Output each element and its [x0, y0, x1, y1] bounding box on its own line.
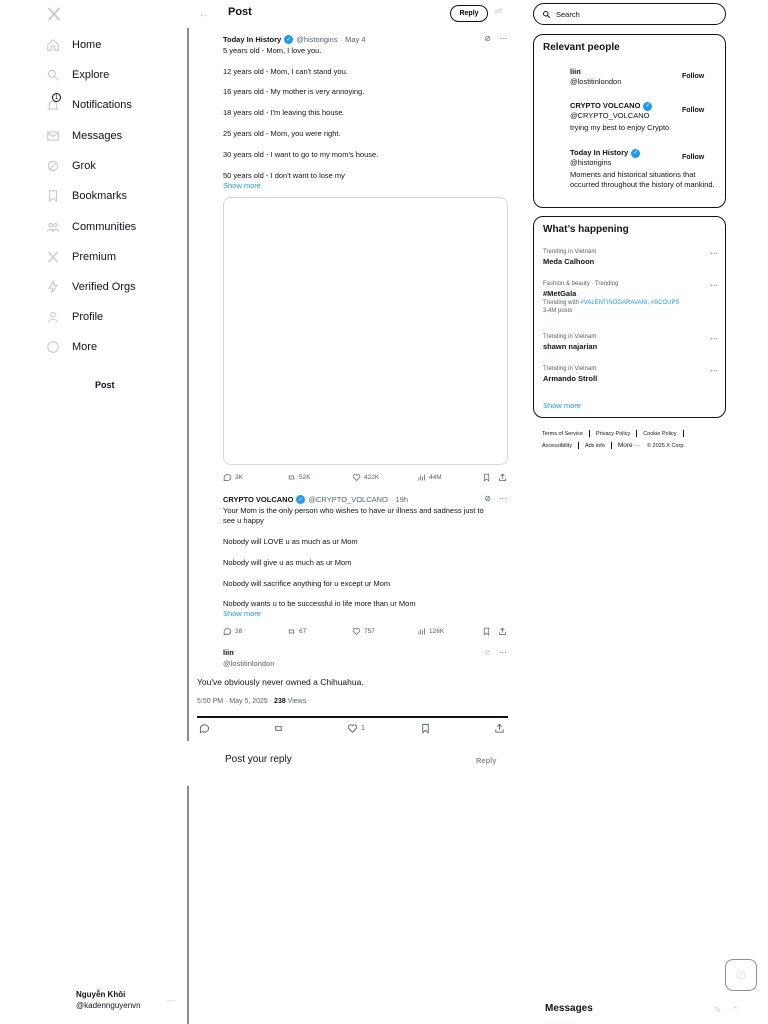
like-action[interactable] — [352, 627, 375, 636]
tweet-text-line: 25 years old - Mom, you were right. — [223, 129, 341, 138]
view-count: 126K — [429, 628, 445, 635]
reply-submit-button[interactable]: Reply — [476, 756, 497, 765]
search-icon — [542, 10, 551, 19]
person-handle: @lostitinlondon — [570, 77, 622, 86]
header-reply-button[interactable]: Reply — [450, 5, 488, 22]
nav-messages-label: Messages — [72, 130, 123, 142]
like-action[interactable] — [347, 723, 365, 734]
divider — [197, 716, 508, 718]
reply-composer-input[interactable]: Post your reply — [225, 754, 292, 765]
repost-icon — [287, 627, 296, 636]
nav-notifications[interactable] — [46, 94, 132, 116]
bookmark-icon — [482, 473, 491, 482]
footer-link[interactable]: Accessibility — [542, 443, 572, 449]
account-switcher[interactable] — [76, 990, 141, 1010]
repost-icon — [287, 473, 296, 482]
tweet-text-line: Nobody wants u to be successful in life more than ur Mom — [223, 599, 416, 608]
notification-badge: 1 — [52, 93, 61, 102]
footer-more-link[interactable]: More ··· — [617, 442, 641, 449]
footer-separator — [611, 442, 612, 449]
trend-hashtag-links[interactable]: #VALENTINOGARAVANI, #SCOUPS — [580, 300, 680, 306]
tweet-text-line: 12 years old - Mom, I can't stand you. — [223, 67, 348, 76]
chevron-up-icon[interactable]: ⌃ — [731, 1005, 740, 1015]
post-button[interactable]: Post — [95, 380, 115, 390]
reply-action[interactable] — [223, 473, 243, 482]
focus-tweet-actions — [197, 723, 508, 737]
nav-verified-orgs[interactable] — [46, 276, 136, 298]
focus-tweet-meta — [197, 698, 306, 705]
footer-link[interactable]: Terms of Service — [542, 431, 583, 437]
trend-item[interactable] — [543, 281, 718, 314]
trend-context: Trending in Vietnam — [543, 366, 597, 372]
footer-separator — [636, 430, 637, 437]
repost-action[interactable] — [287, 473, 311, 482]
trend-context: Fashion & beauty · Trending — [543, 281, 619, 287]
tweet-author-name[interactable]: CRYPTO VOLCANO — [223, 494, 294, 504]
trend-item[interactable] — [543, 366, 718, 383]
more-dots-icon[interactable]: ··· — [499, 648, 507, 657]
person-bio: Moments and historical situations that occurred throughout the history of mankind. — [570, 170, 715, 189]
like-action[interactable] — [352, 473, 379, 482]
view-count: 44M — [429, 474, 442, 481]
tweet-text-line: Nobody will sacrifice anything for u except ur Mom — [223, 579, 391, 588]
more-dots-icon[interactable]: ··· — [710, 249, 718, 258]
search-icon — [46, 68, 60, 82]
relevant-people-card — [533, 34, 726, 208]
people-icon — [46, 220, 60, 234]
verified-badge-icon: ✓ — [645, 103, 651, 109]
reply-action[interactable] — [199, 723, 210, 734]
nav-verified-orgs-label: Verified Orgs — [72, 281, 136, 293]
messages-dock-controls — [714, 1005, 739, 1016]
trend-context: Trending in Vietnam — [543, 249, 597, 255]
tweet-text-line: see u happy — [223, 516, 264, 525]
reply-count: 38 — [235, 628, 243, 635]
footer-link[interactable]: Ads info — [584, 443, 605, 449]
reply-count: 3K — [235, 474, 243, 481]
footer-separator — [578, 442, 579, 449]
grok-icon[interactable]: ⊘ — [484, 494, 491, 503]
repost-action[interactable] — [273, 723, 284, 734]
tweet-today-in-history[interactable] — [223, 34, 509, 190]
bell-icon — [46, 94, 60, 112]
trend-title: Armando Stroll — [543, 374, 598, 383]
messages-dock-title[interactable]: Messages — [545, 1003, 593, 1014]
tweet-text-line: Nobody will give u as much as ur Mom — [223, 558, 352, 567]
more-dots-icon[interactable]: ··· — [499, 34, 507, 43]
more-circle-icon — [46, 340, 60, 354]
reply-action[interactable] — [223, 627, 242, 636]
nav-explore[interactable] — [46, 64, 109, 86]
x-logo-icon — [46, 250, 60, 264]
bookmark-action[interactable] — [482, 473, 491, 482]
trend-item[interactable] — [543, 334, 718, 351]
nav-bookmarks[interactable] — [46, 185, 127, 207]
tweet-crypto-volcano[interactable] — [223, 494, 509, 618]
tweet-text-line: 16 years old - My mother is very annoying. — [223, 87, 365, 96]
person-name: CRYPTO VOLCANO — [570, 101, 641, 110]
bookmark-action[interactable] — [482, 627, 491, 636]
column-divider-lower — [187, 786, 189, 1024]
person-bio: trying my best to enjoy Crypto — [570, 123, 670, 132]
chart-icon — [417, 473, 426, 482]
nav-explore-label: Explore — [72, 69, 110, 81]
account-handle: @kadennguyenvn — [76, 1001, 141, 1010]
mail-icon — [46, 129, 60, 143]
heart-icon — [352, 473, 361, 482]
tweet-text-line: 5 years old - Mom, I love you. — [223, 46, 322, 55]
footer-separator — [683, 430, 684, 437]
tweet-author-name[interactable]: Today In History — [223, 34, 282, 44]
bookmark-icon — [420, 723, 431, 734]
trend-title: #MetGala — [543, 289, 577, 298]
tweet-text-line: Nobody will LOVE u as much as ur Mom — [223, 537, 358, 546]
nav-more[interactable] — [46, 336, 97, 358]
trend-with-label: Trending with — [543, 300, 581, 306]
footer-link[interactable]: Cookie Policy — [643, 431, 677, 437]
tweet-text-line: 30 years old - I want to go to my mom's house. — [223, 150, 379, 159]
tweet-actions — [223, 627, 509, 639]
whats-happening-card — [533, 216, 726, 418]
compose-message-icon[interactable]: ✎ — [714, 1005, 722, 1015]
tweet-text-line: 18 years old - I'm leaving this house. — [223, 108, 345, 117]
whats-happening-title: What’s happening — [543, 224, 629, 235]
footer-link[interactable]: Privacy Policy — [595, 431, 631, 437]
verified-badge-icon: ✓ — [286, 36, 292, 43]
home-icon — [46, 38, 60, 52]
grok-float-button[interactable] — [725, 959, 757, 991]
trend-title: shawn najarian — [543, 342, 598, 351]
reply-icon — [223, 473, 232, 482]
search-input[interactable] — [556, 10, 716, 19]
lightning-icon — [46, 280, 60, 294]
focus-author-handle[interactable]: @lostitinlondon — [223, 659, 275, 668]
tweet-time[interactable]: · May 4 — [340, 34, 366, 44]
follow-button[interactable]: Follow — [682, 154, 705, 161]
trend-post-count: 3.4M posts — [543, 308, 573, 314]
person-handle: @historigins — [570, 158, 612, 167]
share-action[interactable] — [498, 627, 507, 636]
person-icon — [46, 310, 60, 324]
repost-action[interactable] — [287, 627, 306, 636]
grok-icon — [46, 159, 60, 173]
person-name: liin — [570, 67, 581, 76]
column-divider — [187, 28, 189, 741]
trend-context: Trending in Vietnam — [543, 334, 597, 340]
views-action[interactable] — [417, 627, 444, 636]
focus-like-count: 1 — [361, 725, 365, 732]
nav-messages[interactable] — [46, 125, 122, 147]
tweet-header — [223, 34, 509, 44]
share-icon — [494, 723, 505, 734]
follow-button[interactable]: Follow — [682, 73, 705, 80]
reply-icon — [223, 627, 232, 636]
more-dots-icon[interactable]: — — [167, 996, 175, 1005]
more-dots-icon[interactable]: ··· — [499, 494, 507, 503]
person-handle: @CRYPTO_VOLCANO — [570, 111, 650, 120]
tweet-author-handle[interactable]: @historigins — [296, 34, 338, 44]
tweet-time[interactable]: · 19h — [390, 494, 408, 504]
nav-communities[interactable] — [46, 216, 136, 238]
footer-separator — [589, 430, 590, 437]
nav-premium[interactable] — [46, 246, 116, 268]
bookmark-icon — [482, 627, 491, 636]
show-more-link[interactable]: Show more — [223, 181, 261, 190]
heart-icon — [352, 627, 361, 636]
relevant-people-title: Relevant people — [543, 42, 620, 53]
tweet-author-handle[interactable]: @CRYPTO_VOLCANO — [308, 494, 388, 504]
grok-icon[interactable]: ⊘ — [484, 34, 491, 43]
nav-profile-label: Profile — [72, 311, 104, 323]
trend-with — [543, 300, 718, 306]
verified-badge-icon: ✓ — [298, 496, 304, 503]
share-icon — [498, 473, 507, 482]
focus-tweet-time[interactable]: 5:50 PM · May 5, 2025 · — [197, 698, 275, 705]
reply-icon — [199, 723, 210, 734]
account-name: Nguyễn Khôi — [76, 990, 126, 999]
show-more-trends-link[interactable]: Show more — [543, 401, 581, 410]
like-count: 757 — [364, 628, 375, 635]
page-title: Post — [228, 6, 252, 18]
nav-grok[interactable] — [46, 155, 96, 177]
left-nav — [0, 0, 188, 1024]
views-action[interactable] — [417, 473, 442, 482]
tweet-text-line: Your Mom is the only person who wishes to have ur illness and sadness just to — [223, 506, 484, 515]
heart-icon — [347, 723, 358, 734]
nav-bookmarks-label: Bookmarks — [72, 190, 128, 202]
repost-icon — [273, 723, 284, 734]
share-icon — [498, 627, 507, 636]
grok-icon[interactable]: ⊘ — [484, 648, 491, 657]
x-logo-icon[interactable] — [46, 6, 64, 24]
nav-premium-label: Premium — [72, 251, 117, 263]
verified-badge-icon: ✓ — [633, 150, 639, 156]
follow-button[interactable]: Follow — [682, 107, 705, 114]
search-box[interactable] — [533, 3, 726, 25]
show-more-link[interactable]: Show more — [223, 609, 261, 618]
bookmark-action[interactable] — [420, 723, 431, 734]
tweet-media[interactable] — [223, 197, 508, 465]
nav-grok-label: Grok — [72, 160, 96, 172]
footer-links — [542, 428, 722, 452]
share-action[interactable] — [494, 723, 505, 734]
nav-profile[interactable] — [46, 306, 103, 328]
repost-count: 67 — [299, 628, 307, 635]
like-count: 422K — [364, 474, 380, 481]
trend-item[interactable] — [543, 249, 718, 266]
repost-count: 52K — [299, 474, 311, 481]
post-header — [190, 0, 510, 28]
bookmark-icon — [46, 189, 60, 203]
share-action[interactable] — [498, 473, 507, 482]
tweet-actions — [223, 473, 509, 485]
back-arrow-icon[interactable]: ← — [198, 6, 210, 20]
tweet-header — [223, 494, 509, 504]
nav-more-label: More — [72, 341, 98, 353]
nav-home-label: Home — [72, 39, 102, 51]
focus-views-label: Views — [285, 698, 307, 705]
focus-view-count: 238 — [274, 698, 286, 705]
nav-communities-label: Communities — [72, 221, 137, 233]
relevant-person[interactable] — [570, 101, 720, 133]
tweet-text-line: 50 years old - I don't want to lose my — [223, 171, 345, 180]
focus-tweet-text: You've obviously never owned a Chihuahua. — [197, 677, 364, 687]
nav-notifications-label: Notifications — [72, 99, 132, 111]
focus-tweet-author — [223, 648, 509, 668]
trend-title: Meda Calhoon — [543, 257, 595, 266]
person-name: Today In History — [570, 148, 629, 157]
settings-icon[interactable]: ⇌ — [494, 6, 503, 17]
focus-author-name[interactable]: liin — [223, 648, 234, 657]
more-dots-icon[interactable]: ··· — [710, 366, 718, 375]
copyright: © 2025 X Corp. — [646, 443, 685, 449]
more-dots-icon[interactable]: ··· — [710, 334, 718, 343]
more-dots-icon[interactable]: ··· — [710, 281, 718, 290]
chart-icon — [417, 627, 426, 636]
nav-home[interactable] — [46, 34, 101, 56]
